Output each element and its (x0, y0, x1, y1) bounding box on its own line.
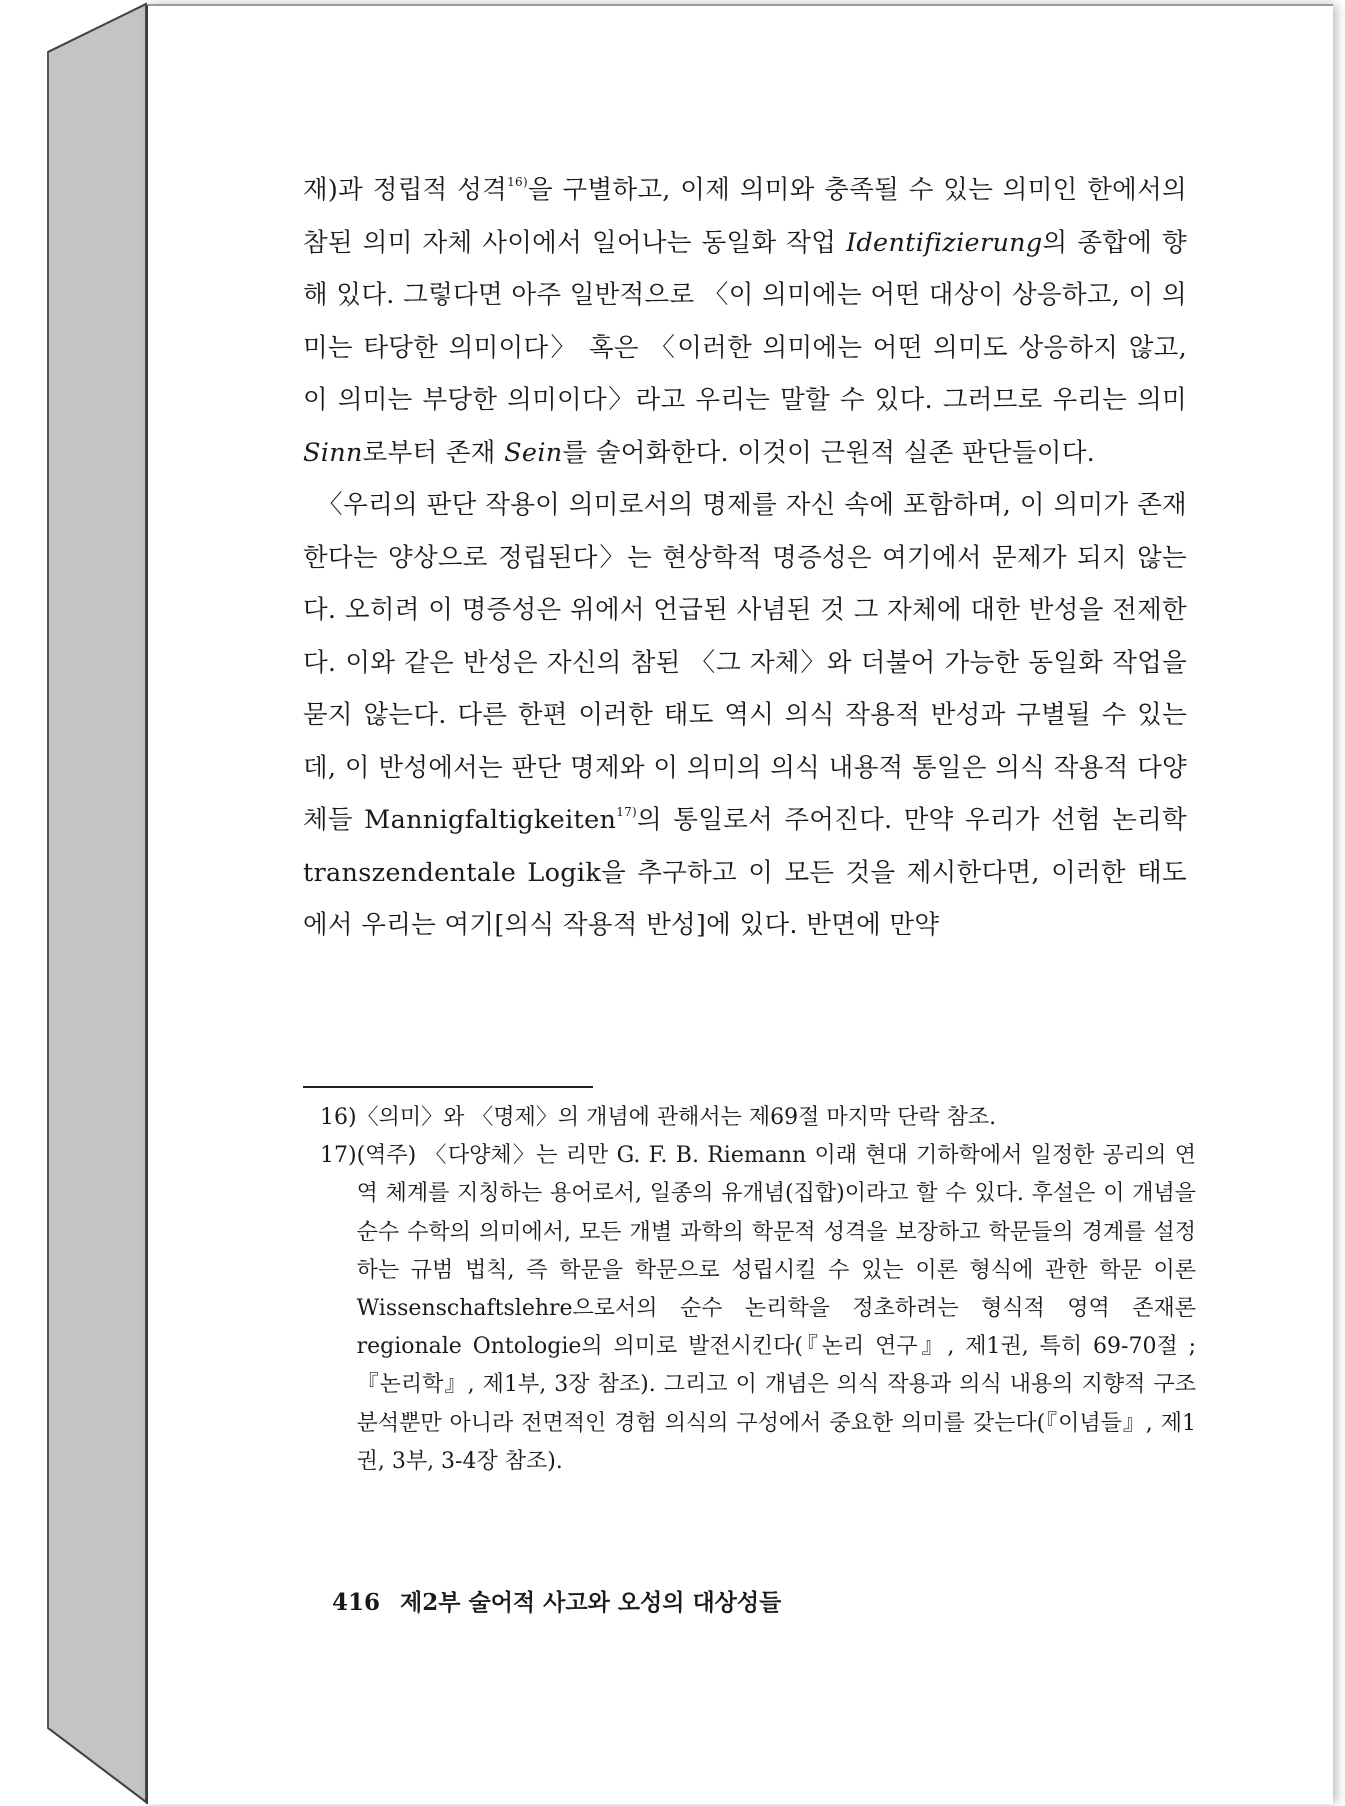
page-number: 416 (332, 1589, 381, 1616)
footnote-number: 17) (320, 1143, 357, 1169)
footnote-16 (320, 1099, 1196, 1137)
term-sein: Sein (504, 437, 563, 468)
term-sinn: Sinn (303, 437, 363, 468)
term-identifizierung: Identifizierung (846, 227, 1043, 258)
footnote-ref-17[interactable]: 17) (616, 805, 638, 819)
footnotes (320, 1099, 1196, 1481)
footnote-number: 16) (320, 1105, 357, 1130)
footnote-separator (303, 1086, 593, 1088)
running-footer (332, 1584, 781, 1617)
main-body-text (303, 164, 1187, 952)
book-page (146, 4, 1333, 1804)
section-title: 제2부 술어적 사고와 오성의 대상성들 (400, 1589, 782, 1616)
footnote-text: 〈의미〉와 〈명제〉의 개념에 관해서는 제69절 마지막 단락 참조. (356, 1105, 997, 1130)
footnote-17 (320, 1137, 1196, 1481)
footnote-ref-16[interactable]: 16) (507, 175, 528, 189)
paragraph-1: 재)과 정립적 성격$^{16)}$을 구별하고, 이제 의미와 충족될 수 있는 의미인 한에서의 참된 의미 자체 사이에서 일어나는 동일화 작업 Identifizierung의 종합에 향해 있다. 그렇다면 아주 일반적으로 〈이 의미에는 어떤 대상이 상응하고, 이 의미는 타당한 의미이다〉 혹은 〈이러한 의미에는 어떤 의미도 상응하지 않고, 이 의미는 부당한 의미이다〉라고 우리는 말할 수 있다. 그러므로 우리는 의미 Sinn로부터 존재 Sein를 술어화한다. 이것이 근원적 실존 판단들이다. (303, 175, 1187, 468)
paragraph-2: 〈우리의 판단 작용이 의미로서의 명제를 자신 속에 포함하며, 이 의미가 존재한다는 양상으로 정립된다〉는 현상학적 명증성은 여기에서 문제가 되지 않는다. 오히려 이 명증성은 위에서 언급된 사념된 것 그 자체에 대한 반성을 전제한다. 이와 같은 반성은 자신의 참된 〈그 자체〉와 더불어 가능한 동일화 작업을 묻지 않는다. 다른 한편 이러한 태도 역시 의식 작용적 반성과 구별될 수 있는데, 이 반성에서는 판단 명제와 이 의미의 의식 내용적 통일은 의식 작용적 다양체들 Mannigfaltigkeiten$^{17)}$의 통일로서 주어진다. 만약 우리가 선험 논리학 transzendentale Logik을 추구하고 이 모든 것을 제시한다면, 이러한 태도에서 우리는 여기[의식 작용적 반성]에 있다. 반면에 만약 (303, 490, 1187, 940)
footnote-text: (역주) 〈다양체〉는 리만 G. F. B. Riemann 이래 현대 기하학에서 일정한 공리의 연역 체계를 지칭하는 용어로서, 일종의 유개념(집합)이라고 할 수 있다. 후설은 이 개념을 순수 수학의 의미에서, 모든 개별 과학의 학문적 성격을 보장하고 학문들의 경계를 설정하는 규범 법칙, 즉 학문을 학문으로 성립시킬 수 있는 이론 형식에 관한 학문 이론 Wissenschaftslehre으로서의 순수 논리학을 정초하려는 형식적 영역 존재론 regionale Ontologie의 의미로 발전시킨다(『논리 연구』, 제1권, 특히 69-70절 ; 『논리학』, 제1부, 3장 참조). 그리고 이 개념은 의식 작용과 의식 내용의 지향적 구조 분석뿐만 아니라 전면적인 경험 의식의 구성에서 중요한 의미를 갖는다(『이념들』, 제1권, 3부, 3-4장 참조). (356, 1143, 1196, 1474)
